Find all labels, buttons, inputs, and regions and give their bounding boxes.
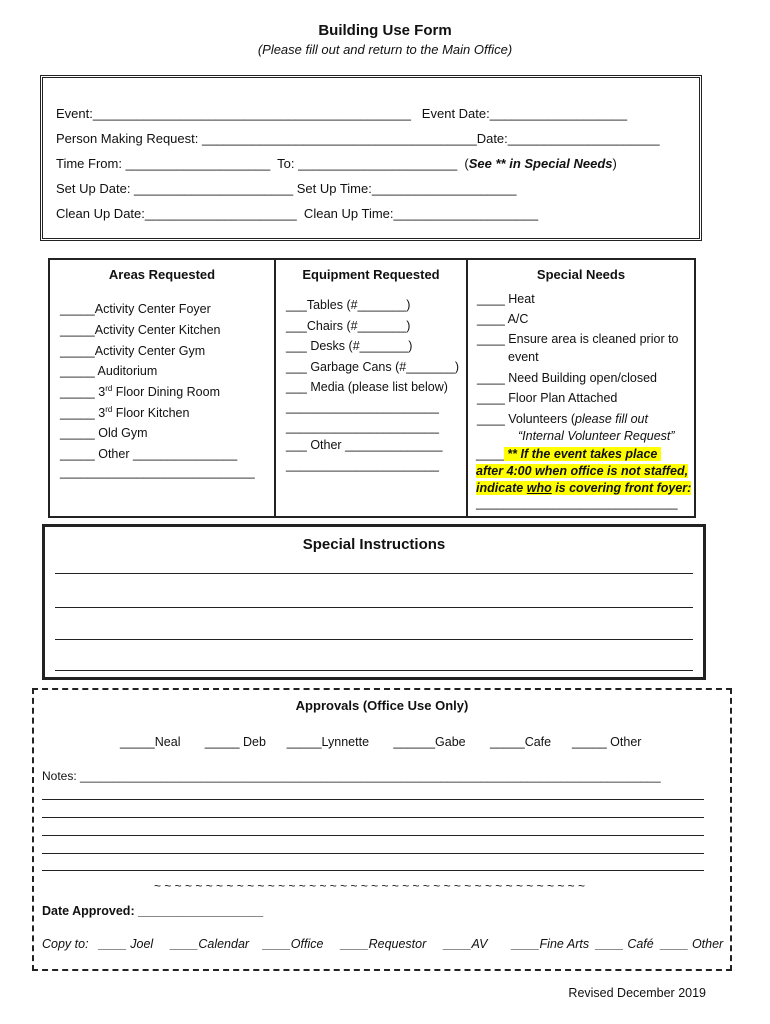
area-item[interactable]: _____ Old Gym [60,426,148,440]
notes-line[interactable]: Notes: _______________________________________________________________________________________ [42,769,661,783]
equipment-item[interactable]: ___ Media (please list below) [286,380,448,394]
area-item[interactable]: _____ Auditorium [60,364,158,378]
approver-names[interactable]: _____Neal _____ Deb _____Lynnette ______Gabe _____Cafe _____ Other [120,735,642,749]
revised-date: Revised December 2019 [568,986,706,1000]
equipment-item[interactable]: ___ Garbage Cans (#_______) [286,360,460,374]
notes-line[interactable] [42,870,704,871]
special-instructions-box [42,524,706,680]
notes-line[interactable] [42,835,704,836]
special-need-item[interactable]: ____ Need Building open/closed [477,371,657,385]
approvals-box [32,688,732,971]
after-hours-note: after 4:00 when office is not staffed, [476,464,689,478]
event-line[interactable]: Event:____________________________________________ Event Date:___________________ [56,106,628,121]
instruction-line[interactable] [55,639,693,640]
area-item[interactable]: _____ 3rd Floor Kitchen [60,405,190,421]
equipment-item[interactable]: ___Chairs (#_______) [286,319,411,333]
areas-requested-column [48,258,276,518]
volunteer-request-note: “Internal Volunteer Request” [518,429,675,443]
equipment-item[interactable]: ______________________ [286,400,439,414]
event-info-box [40,75,702,241]
special-need-item: event [508,350,539,364]
special-need-item[interactable]: ____ Volunteers (please fill out [477,412,648,426]
equipment-item[interactable]: ______________________ [286,458,439,472]
area-item[interactable]: _____ 3rd Floor Dining Room [60,384,221,400]
area-item[interactable]: _____Activity Center Kitchen [60,323,221,337]
areas-title: Areas Requested [108,267,216,282]
special-instructions-title: Special Instructions [302,536,446,553]
notes-line[interactable] [42,799,704,800]
requester-line[interactable]: Person Making Request: ______________________________________Date:_____________________ [56,131,660,146]
after-hours-note[interactable]: ____ ** If the event takes place [476,447,661,461]
equipment-title: Equipment Requested [302,267,440,282]
special-needs-column [466,258,696,518]
form-subtitle: (Please fill out and return to the Main Office) [257,42,513,57]
front-foyer-blank[interactable]: _____________________________ [476,496,678,510]
cleanup-line[interactable]: Clean Up Date:_____________________ Clean Up Time:____________________ [56,206,539,221]
after-hours-note: indicate who is covering front foyer: [476,481,692,495]
equipment-item[interactable]: ___Tables (#_______) [286,298,411,312]
approvals-title: Approvals (Office Use Only) [295,698,469,713]
instruction-line[interactable] [55,573,693,574]
notes-line[interactable] [42,817,704,818]
time-line[interactable]: Time From: ____________________ To: ______________________ (See ** in Special Needs) [56,156,617,171]
special-needs-title: Special Needs [536,267,626,282]
equipment-item[interactable]: ___ Desks (#_______) [286,339,413,353]
copy-to-line[interactable]: Copy to: ____ Joel ____Calendar ____Office ____Requestor ____AV ____Fine Arts ____ Café ____ Other [42,937,724,951]
special-need-item[interactable]: ____ Floor Plan Attached [477,391,618,405]
form-title: Building Use Form [318,22,452,39]
instruction-line[interactable] [55,670,693,671]
date-approved-line[interactable]: Date Approved: __________________ [42,904,264,918]
notes-line[interactable] [42,853,704,854]
equipment-requested-column [274,258,468,518]
special-need-item[interactable]: ____ Heat [477,292,535,306]
special-need-item[interactable]: ____ Ensure area is cleaned prior to [477,332,679,346]
instruction-line[interactable] [55,607,693,608]
equipment-item[interactable]: ______________________ [286,420,439,434]
area-item[interactable]: ____________________________ [60,465,255,479]
tilde-separator: ~ ~ ~ ~ ~ ~ ~ ~ ~ ~ ~ ~ ~ ~ ~ ~ ~ ~ ~ ~ ~ ~ ~ ~ ~ ~ ~ ~ ~ ~ ~ ~ ~ ~ ~ ~ ~ ~ ~ ~ ~ ~ [154,879,586,893]
special-need-item[interactable]: ____ A/C [477,312,529,326]
setup-line[interactable]: Set Up Date: ______________________ Set Up Time:____________________ [56,181,517,196]
area-item[interactable]: _____ Other _______________ [60,447,238,461]
area-item[interactable]: _____Activity Center Foyer [60,302,211,316]
equipment-item[interactable]: ___ Other ______________ [286,438,443,452]
area-item[interactable]: _____Activity Center Gym [60,344,206,358]
